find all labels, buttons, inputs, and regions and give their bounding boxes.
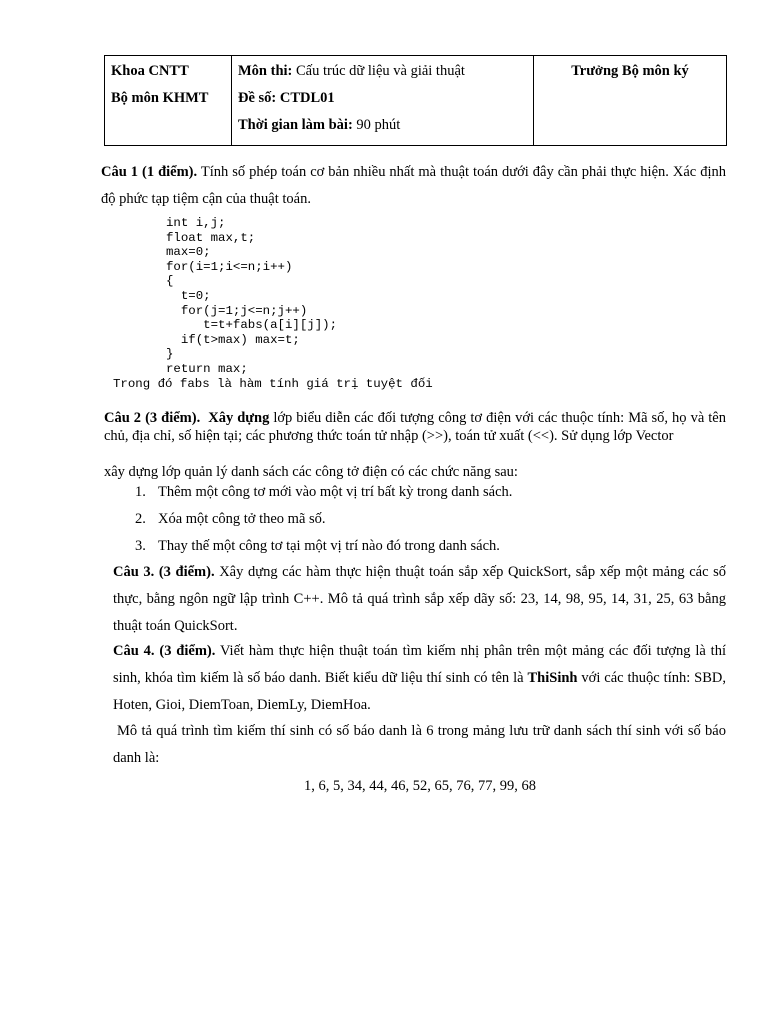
faculty-cell (105, 56, 232, 146)
code-block: int i,j; float max,t; max=0; for(i=1;i<=n;i++) { t=0; for(j=1;j<=n;j++) t=t+fabs(a[i][j]); if(t>max) max=t; } return max; (166, 216, 338, 376)
faculty-name: Khoa CNTT (111, 63, 189, 79)
list-item: 1. Thêm một công tơ mới vào một vị trí bất kỳ trong danh sách. (135, 484, 513, 500)
question-2-bold-word: Xây dựng (208, 410, 270, 426)
code-note: Trong đó fabs là hàm tính giá trị tuyệt đối (113, 377, 433, 391)
exam-code-value: CTDL01 (279, 90, 335, 106)
question-2-text2: xây dựng lớp quản lý danh sách các công tở điện có các chức năng sau: (104, 464, 518, 480)
question-4-text2: Mô tả quá trình tìm kiếm thí sinh có số báo danh là 6 trong mảng lưu trữ danh sách thí sinh với số báo danh là: (113, 723, 726, 766)
subject-label: Môn thi: (238, 63, 293, 79)
question-1 (101, 159, 726, 213)
question-2-title: Câu 2 (3 điểm). (104, 410, 201, 426)
list-item-text: Thay thế một công tơ tại một vị trí nào đó trong danh sách. (158, 538, 500, 554)
exam-info-cell (232, 56, 534, 146)
question-2-text: lớp biểu diễn các đối tượng công tơ điện với các thuộc tính: Mã số, họ và tên chủ, địa chỉ, số hiện tại; các phương thức toán tử nhập (>>), toán tử xuất (<<). Sử dụng lớp Vector (104, 410, 726, 444)
list-item-text: Thêm một công tơ mới vào một vị trí bất kỳ trong danh sách. (158, 484, 513, 500)
question-4-text-a: Viết hàm thực hiện thuật toán tìm kiếm nhị phân trên một mảng các đối tượng là thí sinh, khóa tìm kiếm là số báo danh. Biết kiểu dữ liệu thí sinh có tên là (113, 643, 726, 686)
question-4-type-name: ThiSinh (527, 670, 578, 686)
question-3-text: Xây dựng các hàm thực hiện thuật toán sắp xếp QuickSort, sắp xếp một mảng các số thực, bằng ngôn ngữ lập trình C++. Mô tả quá trình sắp xếp dãy số: 23, 14, 98, 95, 14, 31, 25, 63 bằng thuật toán QuickSort. (113, 564, 727, 634)
question-3 (113, 559, 726, 640)
question-4 (113, 638, 726, 719)
question-1-text: Tính số phép toán cơ bản nhiều nhất mà thuật toán dưới đây cần phải thực hiện. Xác định độ phức tạp tiệm cận của thuật toán. (101, 164, 726, 207)
question-2 (104, 409, 726, 445)
exam-code-label: Đề số: (238, 90, 277, 106)
time-label: Thời gian làm bài: (238, 117, 353, 133)
subject-line (238, 58, 527, 85)
list-item: 2. Xóa một công tở theo mã số. (135, 511, 326, 527)
exam-code-line (238, 85, 527, 112)
time-value: 90 phút (356, 117, 401, 133)
exam-header-table (104, 55, 727, 146)
question-4-text-b: với các thuộc tính: SBD, Hoten, Gioi, DiemToan, DiemLy, DiemHoa. (113, 670, 727, 713)
signature-label: Trưởng Bộ môn ký (571, 63, 689, 79)
time-line (238, 112, 527, 139)
question-1-title: Câu 1 (1 điểm). (101, 164, 198, 180)
question-3-title: Câu 3. (3 điểm). (113, 564, 215, 580)
signature-cell (534, 56, 727, 146)
department-name: Bộ môn KHMT (111, 90, 209, 106)
sbd-sequence: 1, 6, 5, 34, 44, 46, 52, 65, 76, 77, 99, 68 (304, 778, 536, 794)
question-4-title: Câu 4. (3 điểm). (113, 643, 216, 659)
list-item-text: Xóa một công tở theo mã số. (158, 511, 326, 527)
subject-value: Cấu trúc dữ liệu và giải thuật (296, 63, 465, 79)
list-item: 3. Thay thế một công tơ tại một vị trí nào đó trong danh sách. (135, 538, 500, 554)
